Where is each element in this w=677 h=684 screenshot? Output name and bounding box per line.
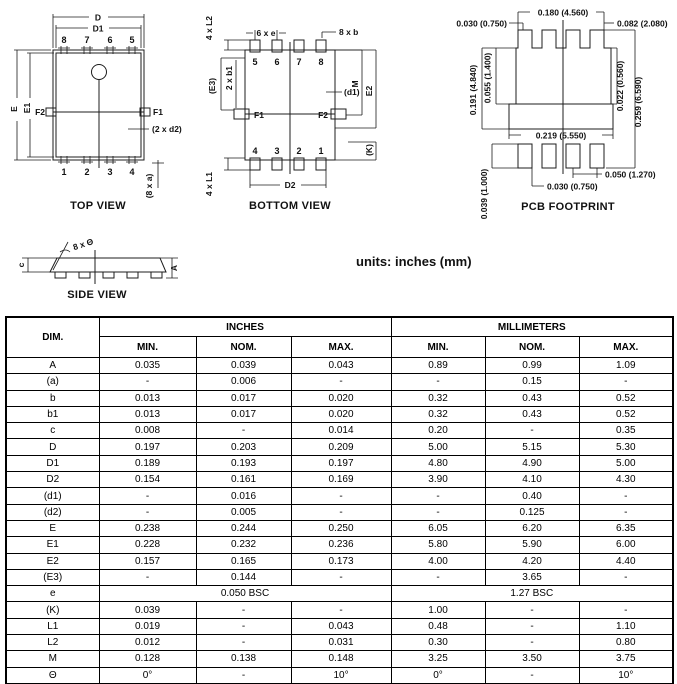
dim-value-cell: 0.169: [291, 472, 391, 488]
dim-label-bottom-right: 0.050 (1.270): [605, 169, 656, 180]
dim-label-K: (K): [364, 144, 374, 156]
dim-value-cell: 0°: [99, 667, 196, 684]
dim-value-cell: 0.148: [291, 651, 391, 667]
dim-value-cell: 0.193: [196, 455, 291, 471]
dim-value-cell: 0.020: [291, 406, 391, 422]
bottom-view-drawing: [198, 2, 428, 226]
dim-label-cell: Θ: [6, 667, 99, 684]
pin-number: 4: [129, 167, 135, 177]
dim-value-cell: 0.244: [196, 520, 291, 536]
pcb-pads: [509, 20, 613, 174]
dim-label-mid-span: 0.219 (5.550): [535, 130, 587, 141]
dim-label-D1: D1: [92, 23, 104, 34]
dim-value-cell: -: [196, 423, 291, 439]
dim-value-cell: 0.99: [485, 358, 579, 374]
dim-value-cell: 0.43: [485, 406, 579, 422]
dim-label-cell: c: [6, 423, 99, 439]
pin-number: 6: [107, 35, 113, 45]
side-view-dimension-lines: [22, 242, 178, 278]
pin-number: 2: [84, 167, 90, 177]
dim-value-cell: -: [485, 602, 579, 618]
top-view-package-outline: [53, 50, 144, 168]
table-row: [6, 520, 673, 536]
dim-value-cell: -: [579, 569, 673, 585]
table-row: [6, 406, 673, 422]
pin-number: 3: [107, 167, 113, 177]
dim-value-cell: 0.157: [99, 553, 196, 569]
dim-value-cell: 0.125: [485, 504, 579, 520]
dim-value-cell: 0.043: [291, 358, 391, 374]
dim-value-cell: -: [291, 569, 391, 585]
table-row: [6, 651, 673, 667]
dim-value-cell: 0.43: [485, 390, 579, 406]
dim-value-cell: 0.014: [291, 423, 391, 439]
dim-value-cell: -: [291, 602, 391, 618]
dim-label-bottom-left: 0.039 (1.000): [479, 168, 489, 220]
dim-label-cell: E: [6, 520, 99, 536]
dim-label-F2: F2: [35, 107, 45, 117]
dim-value-cell: 0.173: [291, 553, 391, 569]
dim-value-cell: 0.161: [196, 472, 291, 488]
pin-number: 2: [296, 146, 302, 156]
dim-label-8xb: 8 x b: [339, 27, 359, 37]
table-subheader-nom: NOM.: [485, 337, 579, 358]
pin-number: 7: [296, 57, 302, 67]
dim-label-F1: F1: [153, 107, 163, 117]
dim-label-4xL2: 4 x L2: [204, 15, 214, 41]
side-view-drawing: [0, 222, 220, 307]
table-row: [6, 358, 673, 374]
dim-value-cell: -: [196, 618, 291, 634]
dim-value-cell: -: [579, 602, 673, 618]
dim-value-cell: 4.20: [485, 553, 579, 569]
dim-value-cell: 0.013: [99, 406, 196, 422]
dim-value-cell: -: [99, 488, 196, 504]
pin-number: 5: [129, 35, 135, 45]
dim-value-cell: 0.039: [196, 358, 291, 374]
dim-label-d1: (d1): [344, 87, 360, 97]
dim-value-cell: -: [291, 488, 391, 504]
dim-label-cell: (E3): [6, 569, 99, 585]
dim-value-cell: 0.138: [196, 651, 291, 667]
table-row: [6, 504, 673, 520]
dim-label-cell: E1: [6, 537, 99, 553]
dim-value-cell: 0.236: [291, 537, 391, 553]
dim-value-cell: -: [579, 374, 673, 390]
dim-value-cell: 0.48: [391, 618, 485, 634]
dim-value-cell: -: [291, 504, 391, 520]
dim-value-cell: 0.203: [196, 439, 291, 455]
pin-number: 6: [274, 57, 280, 67]
table-row: [6, 586, 673, 602]
dim-value-cell: 0.005: [196, 504, 291, 520]
table-row: [6, 537, 673, 553]
dim-value-cell: 1.10: [579, 618, 673, 634]
dim-label-F2: F2: [318, 110, 328, 120]
pin-number: 1: [318, 146, 324, 156]
dim-value-cell: 0.017: [196, 390, 291, 406]
pin-number: 5: [252, 57, 258, 67]
dim-label-cell: D: [6, 439, 99, 455]
dim-value-cell: 0.232: [196, 537, 291, 553]
dim-label-cell: L2: [6, 635, 99, 651]
dim-label-F1: F1: [254, 110, 264, 120]
table-row: [6, 472, 673, 488]
dim-value-cell: 6.20: [485, 520, 579, 536]
dim-value-cell: -: [485, 618, 579, 634]
dim-label-cell: b: [6, 390, 99, 406]
dim-value-cell: 0.35: [579, 423, 673, 439]
pin-number: 8: [61, 35, 67, 45]
table-row: [6, 390, 673, 406]
dim-value-cell: 0.144: [196, 569, 291, 585]
dim-value-cell: -: [391, 374, 485, 390]
dim-value-cell: 1.09: [579, 358, 673, 374]
dim-value-cell: 0.020: [291, 390, 391, 406]
dim-value-cell: 5.00: [391, 439, 485, 455]
dim-label-8xtheta: 8 x Θ: [71, 236, 95, 253]
top-view-pins: [46, 46, 150, 164]
dim-value-cell: 0.013: [99, 390, 196, 406]
dim-value-cell: 0.017: [196, 406, 291, 422]
dim-value-cell: 3.75: [579, 651, 673, 667]
table-subheader-min: MIN.: [391, 337, 485, 358]
dim-label-E2: E2: [364, 85, 374, 97]
dim-value-cell: -: [99, 569, 196, 585]
table-subheader-nom: NOM.: [196, 337, 291, 358]
table-header-dim: DIM.: [6, 317, 99, 358]
table-row: [6, 618, 673, 634]
dim-label-cell: D1: [6, 455, 99, 471]
dim-value-cell: 0.031: [291, 635, 391, 651]
dim-value-cell: 6.05: [391, 520, 485, 536]
units-note: units: inches (mm): [356, 254, 472, 269]
dim-value-cell: 3.50: [485, 651, 579, 667]
dim-value-cell: 0.15: [485, 374, 579, 390]
dim-value-cell: 0.128: [99, 651, 196, 667]
dim-value-cell: 0.52: [579, 406, 673, 422]
dim-value-cell: 0.197: [99, 439, 196, 455]
table-row: [6, 455, 673, 471]
table-row: [6, 423, 673, 439]
dim-label-4xL1: 4 x L1: [204, 171, 214, 197]
dim-value-cell: 0.189: [99, 455, 196, 471]
dim-value-cell: 0.228: [99, 537, 196, 553]
dim-value-cell: 3.25: [391, 651, 485, 667]
dim-value-cell: 4.10: [485, 472, 579, 488]
dim-label-A: A: [169, 264, 179, 272]
table-subheader-min: MIN.: [99, 337, 196, 358]
dim-label-top-right: 0.082 (2.080): [617, 18, 668, 29]
dim-value-bsc-cell: 0.050 BSC: [99, 586, 391, 602]
dim-label-cell: D2: [6, 472, 99, 488]
dim-label-cell: (d2): [6, 504, 99, 520]
dim-label-cell: M: [6, 651, 99, 667]
table-subheader-max: MAX.: [579, 337, 673, 358]
dim-value-cell: 5.80: [391, 537, 485, 553]
dim-label-2xb1: 2 x b1: [224, 65, 234, 91]
dim-value-cell: -: [391, 504, 485, 520]
dim-label-bottom-mid: 0.030 (0.750): [547, 181, 598, 192]
table-row: [6, 602, 673, 618]
table-row: [6, 439, 673, 455]
dim-label-cell: (d1): [6, 488, 99, 504]
dim-value-cell: -: [196, 602, 291, 618]
dim-value-cell: 0°: [391, 667, 485, 684]
table-row: [6, 374, 673, 390]
view-title: BOTTOM VIEW: [249, 200, 331, 212]
dim-label-E: E: [9, 106, 19, 112]
dim-label-8xa: (8 x a): [144, 173, 154, 199]
dim-value-cell: 0.008: [99, 423, 196, 439]
dim-value-cell: 4.80: [391, 455, 485, 471]
dim-value-cell: -: [579, 504, 673, 520]
table-header-inches: INCHES: [99, 317, 391, 337]
table-header-millimeters: MILLIMETERS: [391, 317, 673, 337]
dim-value-cell: 6.00: [579, 537, 673, 553]
view-title: TOP VIEW: [70, 200, 126, 212]
dim-label-cell: A: [6, 358, 99, 374]
dim-label-cell: e: [6, 586, 99, 602]
dim-value-cell: 0.012: [99, 635, 196, 651]
dim-value-cell: -: [99, 504, 196, 520]
dim-label-cell: E2: [6, 553, 99, 569]
dim-value-cell: 3.65: [485, 569, 579, 585]
dim-label-left-outer: 0.191 (4.840): [468, 64, 478, 116]
dim-value-cell: -: [391, 569, 485, 585]
dim-value-cell: 0.80: [579, 635, 673, 651]
dim-label-M: M: [350, 80, 360, 88]
dim-label-6xe: 6 x e: [256, 28, 276, 38]
dim-value-cell: 0.238: [99, 520, 196, 536]
dim-value-cell: -: [291, 374, 391, 390]
dim-label-2xd2: (2 x d2): [152, 124, 182, 134]
dim-value-cell: 0.30: [391, 635, 485, 651]
dim-label-D: D: [94, 12, 102, 23]
dim-value-cell: 0.40: [485, 488, 579, 504]
dim-label-top-span: 0.180 (4.560): [537, 7, 589, 18]
dim-value-cell: 10°: [291, 667, 391, 684]
pcb-dimension-lines: [482, 12, 635, 186]
pin-number: 1: [61, 167, 67, 177]
dim-value-cell: -: [485, 635, 579, 651]
dim-value-cell: 3.90: [391, 472, 485, 488]
pin-number: 7: [84, 35, 90, 45]
dim-value-cell: 1.00: [391, 602, 485, 618]
dim-value-cell: 0.035: [99, 358, 196, 374]
dim-value-cell: 0.043: [291, 618, 391, 634]
dim-value-cell: 4.40: [579, 553, 673, 569]
dim-value-cell: 0.250: [291, 520, 391, 536]
dim-value-cell: 0.209: [291, 439, 391, 455]
dim-label-left-inner: 0.055 (1.400): [482, 52, 493, 104]
dim-value-cell: 10°: [579, 667, 673, 684]
dim-label-cell: (a): [6, 374, 99, 390]
dim-value-cell: 0.89: [391, 358, 485, 374]
dim-label-c: c: [16, 262, 26, 268]
dim-value-cell: 0.019: [99, 618, 196, 634]
dim-value-cell: -: [391, 488, 485, 504]
dim-label-top-left: 0.030 (0.750): [456, 18, 507, 29]
dim-value-cell: 0.197: [291, 455, 391, 471]
dim-label-D2: D2: [284, 180, 296, 190]
table-row: [6, 635, 673, 651]
pin-number: 3: [274, 146, 280, 156]
dim-value-cell: -: [196, 635, 291, 651]
dim-label-cell: b1: [6, 406, 99, 422]
dim-value-bsc-cell: 1.27 BSC: [391, 586, 673, 602]
dim-value-cell: 0.006: [196, 374, 291, 390]
table-row: [6, 553, 673, 569]
dim-value-cell: 4.90: [485, 455, 579, 471]
pin-number: 4: [252, 146, 258, 156]
dim-label-E3: (E3): [207, 77, 217, 95]
dim-value-cell: 0.039: [99, 602, 196, 618]
view-title: PCB FOOTPRINT: [521, 201, 615, 213]
dim-value-cell: 5.00: [579, 455, 673, 471]
table-row: [6, 569, 673, 585]
dim-value-cell: -: [99, 374, 196, 390]
dim-value-cell: -: [196, 667, 291, 684]
dim-value-cell: -: [485, 423, 579, 439]
dimensions-table-body: [6, 358, 673, 684]
dim-value-cell: -: [579, 488, 673, 504]
dim-label-right-inner: 0.022 (0.560): [615, 60, 625, 112]
pcb-footprint-drawing: [420, 2, 677, 226]
dim-value-cell: 0.016: [196, 488, 291, 504]
top-view-drawing: [2, 2, 202, 218]
dim-value-cell: 4.30: [579, 472, 673, 488]
dim-value-cell: 5.30: [579, 439, 673, 455]
dimensions-table: [5, 316, 674, 684]
view-title: SIDE VIEW: [67, 289, 127, 301]
dim-value-cell: 4.00: [391, 553, 485, 569]
table-row: [6, 667, 673, 684]
table-subheader-max: MAX.: [291, 337, 391, 358]
dim-value-cell: 0.154: [99, 472, 196, 488]
dim-value-cell: 5.90: [485, 537, 579, 553]
dim-label-cell: (K): [6, 602, 99, 618]
dim-label-cell: L1: [6, 618, 99, 634]
dim-value-cell: 0.32: [391, 406, 485, 422]
dim-value-cell: 0.165: [196, 553, 291, 569]
dim-value-cell: 6.35: [579, 520, 673, 536]
dim-value-cell: -: [485, 667, 579, 684]
dim-value-cell: 0.32: [391, 390, 485, 406]
dim-label-right-outer: 0.259 (6.590): [633, 76, 643, 128]
dim-value-cell: 0.20: [391, 423, 485, 439]
dim-value-cell: 5.15: [485, 439, 579, 455]
table-row: [6, 488, 673, 504]
pin-number: 8: [318, 57, 324, 67]
side-view-package-outline: [50, 250, 166, 284]
dim-value-cell: 0.52: [579, 390, 673, 406]
dim-label-E1: E1: [22, 102, 32, 114]
